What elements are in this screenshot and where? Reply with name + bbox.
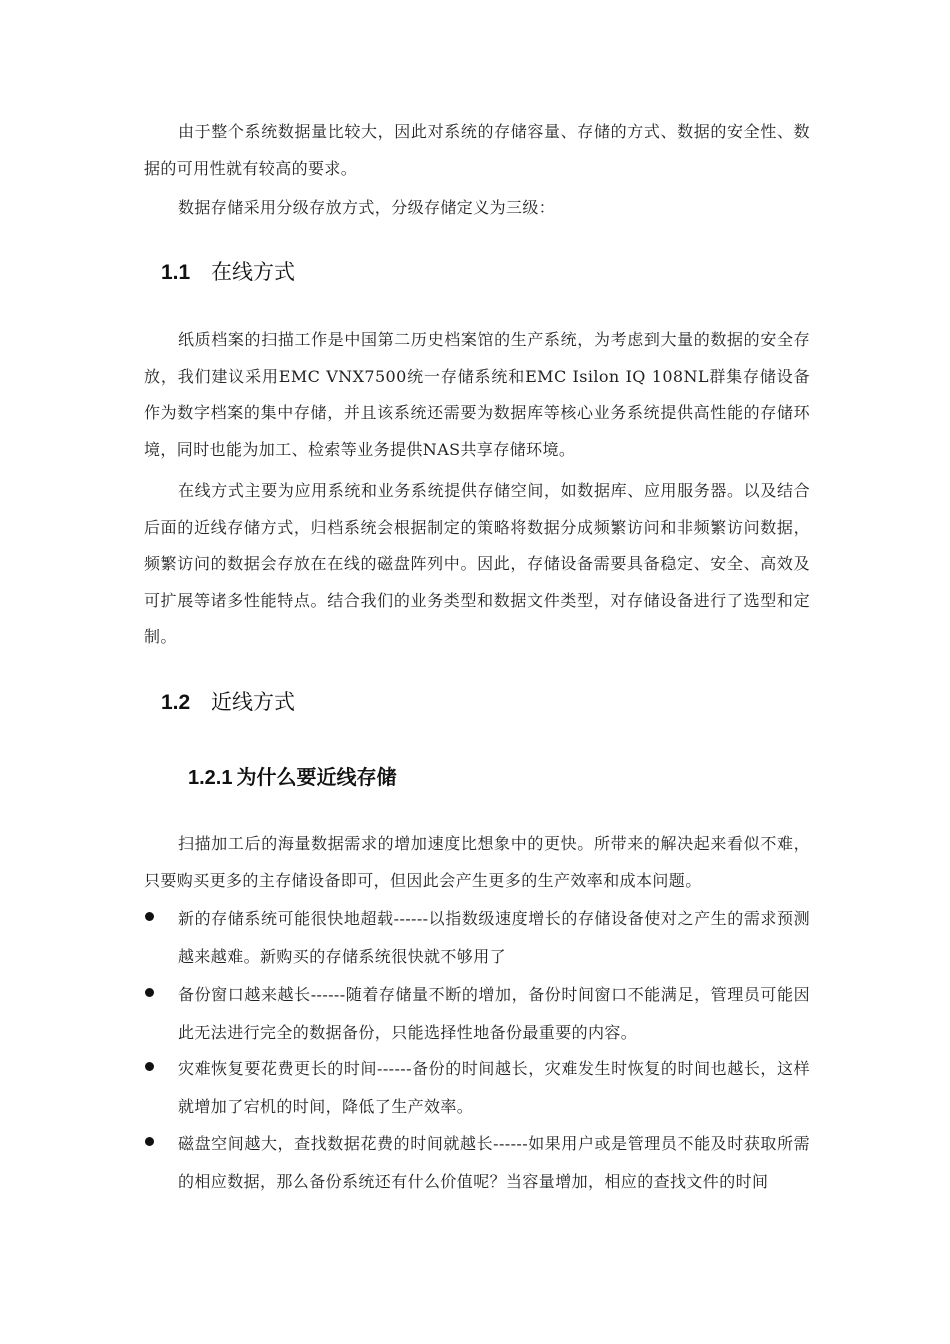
online-paragraph-1: 纸质档案的扫描工作是中国第二历史档案馆的生产系统，为考虑到大量的数据的安全存放，我们建议采用EMC VNX7500统一存储系统和EMC Isilon IQ 108NL群集存储设备作为数字档案的集中存储，并且该系统还需要为数据库等核心业务系统提供高性能的存储环境，同时也能为加工、检索等业务提供NAS共享存储环境。	[144, 330, 810, 459]
list-item-text: 灾难恢复要花费更长的时间------备份的时间越长，灾难发生时恢复的时间也越长，这样就增加了宕机的时间，降低了生产效率。	[178, 1059, 810, 1116]
list-item-text: 备份窗口越来越长------随着存储量不断的增加，备份时间窗口不能满足，管理员可能因此无法进行完全的数据备份，只能选择性地备份最重要的内容。	[178, 985, 810, 1042]
subsection-heading-1-2-1	[188, 761, 396, 790]
section-number: 1.2	[161, 691, 191, 714]
intro-paragraph-2: 数据存储采用分级存放方式，分级存储定义为三级：	[178, 198, 556, 217]
section-heading-1-2	[161, 686, 295, 716]
section-heading-1-1	[161, 256, 295, 286]
subsection-number: 1.2.1	[188, 767, 233, 789]
nearline-paragraph-1: 扫描加工后的海量数据需求的增加速度比想象中的更快。所带来的解决起来看似不难，只要购买更多的主存储设备即可，但因此会产生更多的生产效率和成本问题。	[144, 834, 810, 890]
intro-paragraph-1: 由于整个系统数据量比较大，因此对系统的存储容量、存储的方式、数据的安全性、数据的可用性就有较高的要求。	[144, 122, 810, 178]
section-number: 1.1	[161, 261, 191, 284]
subsection-title: 为什么要近线存储	[236, 767, 397, 789]
bullet-icon	[145, 912, 154, 921]
section-title: 在线方式	[211, 261, 295, 284]
bullet-icon	[145, 988, 154, 997]
list-item-text: 新的存储系统可能很快地超载------以指数级速度增长的存储设备使对之产生的需求预测越来越难。新购买的存储系统很快就不够用了	[178, 909, 810, 966]
online-paragraph-2: 在线方式主要为应用系统和业务系统提供存储空间，如数据库、应用服务器。以及结合后面的近线存储方式，归档系统会根据制定的策略将数据分成频繁访问和非频繁访问数据，频繁访问的数据会存放在在线的磁盘阵列中。因此，存储设备需要具备稳定、安全、高效及可扩展等诸多性能特点。结合我们的业务类型和数据文件类型，对存储设备进行了选型和定制。	[144, 481, 810, 646]
list-item-text: 磁盘空间越大，查找数据花费的时间就越长------如果用户或是管理员不能及时获取所需的相应数据，那么备份系统还有什么价值呢？当容量增加，相应的查找文件的时间	[178, 1134, 810, 1191]
bullet-icon	[145, 1062, 154, 1071]
bullet-icon	[145, 1137, 154, 1146]
section-title: 近线方式	[211, 691, 295, 714]
